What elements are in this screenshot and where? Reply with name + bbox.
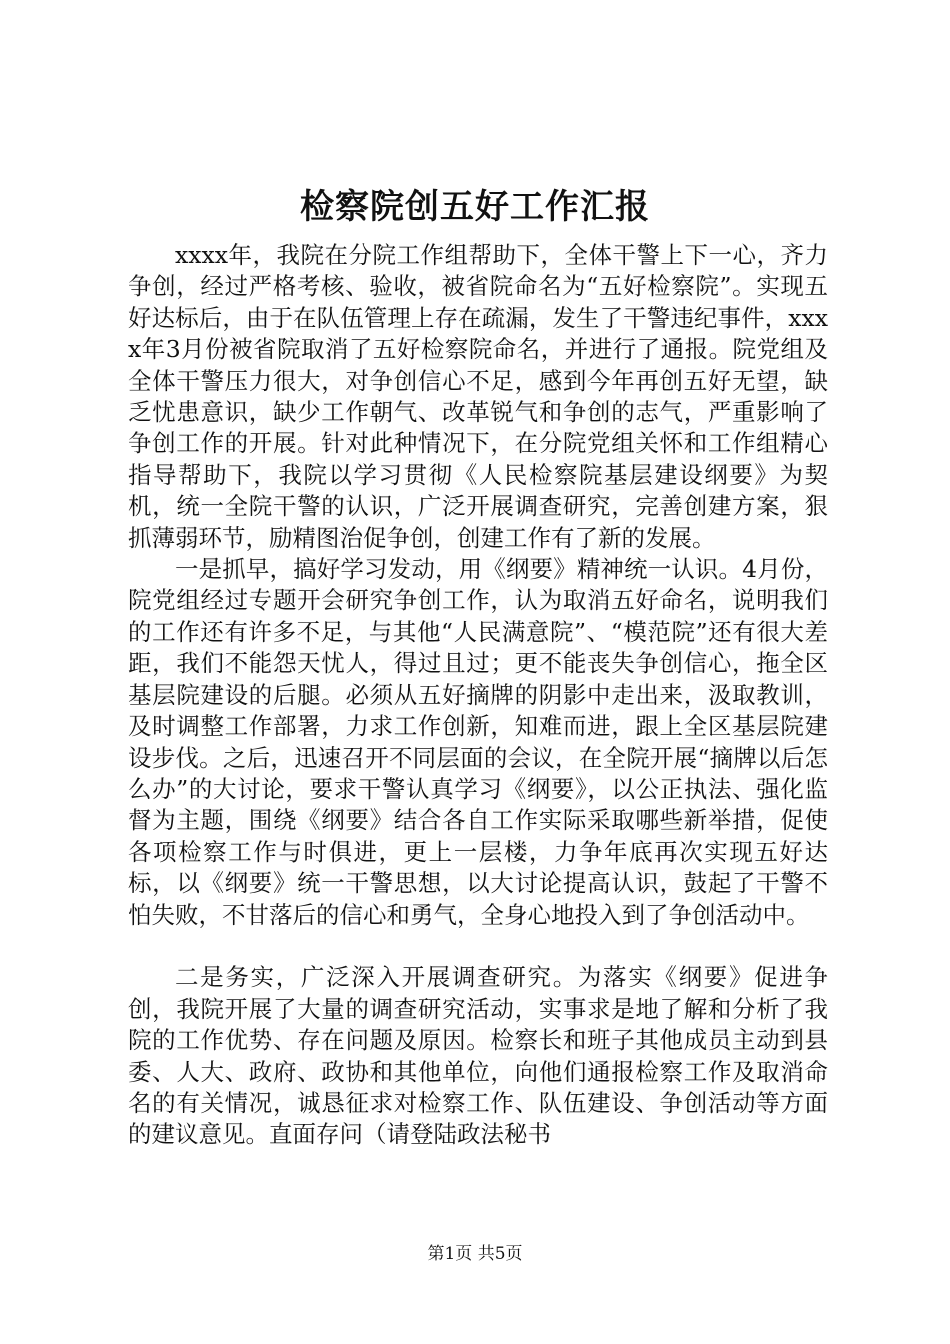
document-title: 检察院创五好工作汇报 bbox=[300, 187, 650, 227]
paragraph-intro: xxxx年，我院在分院工作组帮助下，全体干警上下一心，齐力争创，经过严格考核、验收，被省院命名为“五好检察院”。实现五好达标后，由于在队伍管理上存在疏漏，发生了干警违纪事件，xxxx年3月份被省院取消了五好检察院命名，并进行了通报。院党组及全体干警压力很大，对争创信心不足，感到今年再创五好无望，缺乏忧患意识，缺少工作朝气、改革锐气和争创的志气，严重影响了争创工作的开展。针对此种情况下，在分院党组关怀和工作组精心指导帮助下，我院以学习贯彻《人民检察院基层建设纲要》为契机，统一全院干警的认识，广泛开展调查研究，完善创建方案，狠抓薄弱环节，励精图治促争创，创建工作有了新的发展。 bbox=[128, 241, 828, 552]
document-body bbox=[128, 240, 828, 1151]
paragraph-point-two: 二是务实，广泛深入开展调查研究。为落实《纲要》促进争创，我院开展了大量的调查研究活动，实事求是地了解和分析了我院的工作优势、存在问题及原因。检察长和班子其他成员主动到县委、人大、政府、政协和其他单位，向他们通报检察工作及取消命名的有关情况，诚恳征求对检察工作、队伍建设、争创活动等方面的建议意见。直面存问（请登陆政法秘书 bbox=[128, 963, 828, 1149]
paragraph-point-one: 一是抓早，搞好学习发动，用《纲要》精神统一认识。4月份，院党组经过专题开会研究争创工作，认为取消五好命名，说明我们的工作还有许多不足，与其他“人民满意院”、“模范院”还有很大差距，我们不能怨天忧人，得过且过；更不能丧失争创信心，拖全区基层院建设的后腿。必须从五好摘牌的阴影中走出来，汲取教训，及时调整工作部署，力求工作创新，知难而进，跟上全区基层院建设步伐。之后，迅速召开不同层面的会议，在全院开展“摘牌以后怎么办”的大讨论，要求干警认真学习《纲要》，以公正执法、强化监督为主题，围绕《纲要》结合各自工作实际采取哪些新举措，促使各项检察工作与时俱进，更上一层楼，力争年底再次实现五好达标，以《纲要》统一干警思想，以大讨论提高认识，鼓起了干警不怕失败，不甘落后的信心和勇气，全身心地投入到了争创活动中。 bbox=[128, 555, 828, 929]
page-number-footer: 第1页 共5页 bbox=[427, 1244, 523, 1264]
paragraph-spacer bbox=[128, 931, 828, 962]
